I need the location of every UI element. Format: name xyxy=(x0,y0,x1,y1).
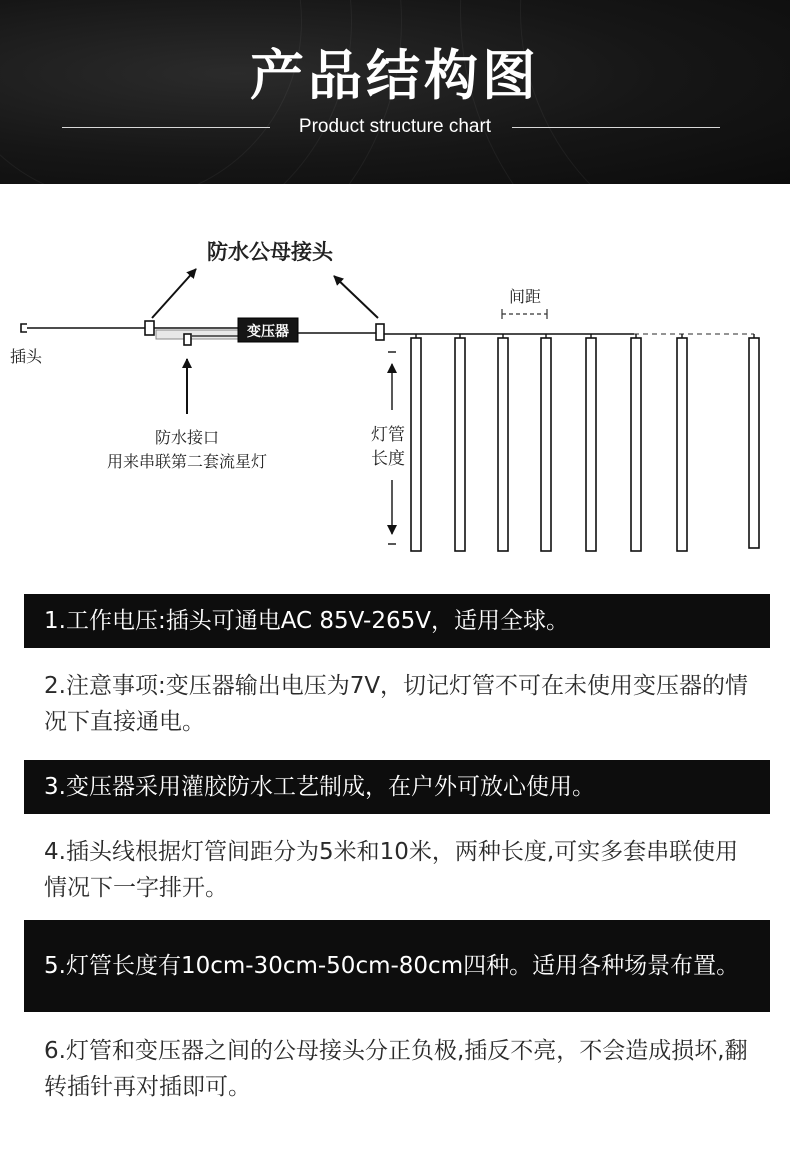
note-1-text: 1.工作电压:插头可通电AC 85V-265V，适用全球。 xyxy=(44,608,569,634)
branch-wire xyxy=(156,330,238,339)
note-5 xyxy=(24,920,770,1012)
note-3-text: 3.变压器采用灌胶防水工艺制成，在户外可放心使用。 xyxy=(44,774,595,800)
note-6-text: 6.灯管和变压器之间的公母接头分正负极,插反不亮，不会造成损坏,翻转插针再对插即可。 xyxy=(44,1038,748,1100)
note-3 xyxy=(24,760,770,814)
light-tube xyxy=(411,338,421,551)
connector-arrow-right xyxy=(334,276,378,318)
structure-diagram-svg xyxy=(0,184,790,584)
length-label-line2: 长度 xyxy=(371,449,405,469)
subtitle-rule-right xyxy=(512,127,720,128)
note-6 xyxy=(24,1030,770,1108)
note-2-text: 2.注意事项:变压器输出电压为7V，切记灯管不可在未使用变压器的情况下直接通电。 xyxy=(44,673,749,735)
note-4 xyxy=(24,830,770,910)
port-label-line2: 用来串联第二套流星灯 xyxy=(106,452,268,471)
page-title: 产品结构图 xyxy=(250,44,540,107)
plug-label: 插头 xyxy=(9,347,43,366)
light-tube xyxy=(749,338,759,548)
length-label-line1: 灯管 xyxy=(371,425,405,445)
light-tube xyxy=(498,338,508,551)
structure-diagram xyxy=(0,184,790,584)
light-tube xyxy=(586,338,596,551)
light-tube xyxy=(677,338,687,551)
spacing-label: 间距 xyxy=(508,287,542,306)
port-label-line1: 防水接口 xyxy=(154,428,220,447)
connector-left xyxy=(145,321,154,335)
plug-icon xyxy=(21,324,27,332)
connector-label: 防水公母接头 xyxy=(207,240,333,264)
page-subtitle: Product structure chart xyxy=(298,116,492,137)
light-tube xyxy=(455,338,465,551)
connector-right xyxy=(376,324,384,340)
note-5-text: 5.灯管长度有10cm-30cm-50cm-80cm四种。适用各种场景布置。 xyxy=(44,953,740,979)
light-tube xyxy=(631,338,641,551)
note-1 xyxy=(24,594,770,648)
header-banner xyxy=(0,0,790,184)
note-4-text: 4.插头线根据灯管间距分为5米和10米，两种长度,可实多套串联使用情况下一字排开。 xyxy=(44,839,739,901)
note-2 xyxy=(24,665,770,743)
waterproof-port xyxy=(184,334,191,345)
transformer-label: 变压器 xyxy=(247,324,289,340)
connector-arrow-left xyxy=(152,269,196,318)
light-tube xyxy=(541,338,551,551)
